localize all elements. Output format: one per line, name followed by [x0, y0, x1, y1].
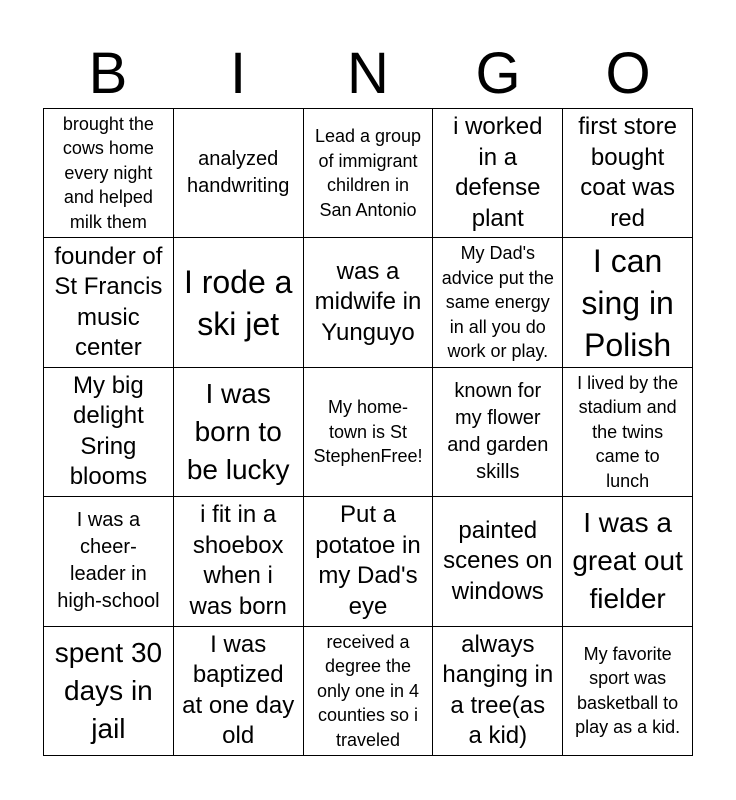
header-letter-b: B: [88, 41, 128, 106]
bingo-cell-r5-c1[interactable]: [44, 627, 174, 756]
bingo-cell-r5-c3[interactable]: [304, 627, 434, 756]
bingo-cell-r4-c3[interactable]: [304, 497, 434, 626]
cell-text: i worked in a defense plant: [453, 113, 543, 232]
bingo-cell-r1-c3[interactable]: [304, 109, 434, 238]
cell-text: My Dad's advice put the same energy in all you do work or play.: [441, 243, 554, 362]
bingo-cell-r3-c1[interactable]: [44, 368, 174, 497]
cell-text: spent 30 days in jail: [54, 636, 163, 744]
cell-text: was a midwife in Yunguyo: [314, 257, 422, 346]
bingo-cell-r5-c2[interactable]: [174, 627, 304, 756]
header-letter-g: G: [475, 41, 521, 106]
cell-text: i fit in a shoebox when i was born: [189, 501, 287, 620]
bingo-cell-r3-c3[interactable]: [304, 368, 434, 497]
bingo-header: [43, 40, 693, 108]
cell-text: My favorite sport was basketball to play as a kid.: [575, 643, 681, 738]
cell-text: I was baptized at one day old: [182, 630, 295, 750]
bingo-cell-r3-c5[interactable]: [563, 368, 693, 497]
header-letter-i: I: [229, 41, 247, 106]
bingo-cell-r1-c1[interactable]: [44, 109, 174, 238]
bingo-cell-r1-c2[interactable]: [174, 109, 304, 238]
bingo-cell-r4-c2[interactable]: [174, 497, 304, 626]
cell-text: I was born to be lucky: [186, 377, 290, 485]
cell-text: I rode a ski jet: [183, 263, 293, 342]
header-letter-n: N: [347, 41, 389, 106]
bingo-cell-r2-c1[interactable]: [44, 238, 174, 367]
bingo-cell-r1-c5[interactable]: [563, 109, 693, 238]
bingo-cell-r3-c2[interactable]: [174, 368, 304, 497]
cell-text: known for my flower and garden skills: [447, 379, 549, 483]
cell-text: I can sing in Polish: [581, 242, 674, 363]
cell-text: analyzed handwriting: [187, 148, 290, 198]
cell-text: I was a great out fielder: [572, 507, 683, 615]
bingo-cell-r5-c5[interactable]: [563, 627, 693, 756]
cell-text: Lead a group of immigrant children in San Antonio: [314, 126, 422, 220]
bingo-cell-r3-c4[interactable]: [433, 368, 563, 497]
bingo-cell-r2-c3[interactable]: [304, 238, 434, 367]
bingo-cell-r1-c4[interactable]: [433, 109, 563, 238]
cell-text: I was a cheer- leader in high-school: [57, 509, 160, 613]
cell-text: My home- town is St StephenFree!: [313, 397, 423, 467]
cell-text: received a degree the only one in 4 counties so i traveled: [316, 631, 420, 750]
bingo-cell-r2-c2[interactable]: [174, 238, 304, 367]
bingo-cell-r2-c4[interactable]: [433, 238, 563, 367]
cell-text: painted scenes on windows: [443, 516, 553, 605]
bingo-cell-r4-c4[interactable]: [433, 497, 563, 626]
cell-text: first store bought coat was red: [578, 113, 677, 232]
header-letter-o: O: [605, 41, 651, 106]
cell-text: I lived by the stadium and the twins came to lunch: [577, 372, 679, 491]
bingo-cell-r5-c4[interactable]: [433, 627, 563, 756]
bingo-cell-r4-c5[interactable]: [563, 497, 693, 626]
bingo-cell-r2-c5[interactable]: [563, 238, 693, 367]
cell-text: founder of St Francis music center: [54, 242, 163, 362]
bingo-board: [43, 108, 693, 756]
cell-text: brought the cows home every night and helped milk them: [62, 113, 154, 232]
cell-text: My big delight Sring blooms: [69, 371, 148, 491]
bingo-cell-r4-c1[interactable]: [44, 497, 174, 626]
cell-text: always hanging in a tree(as a kid): [442, 630, 554, 750]
cell-text: Put a potatoe in my Dad's eye: [315, 501, 421, 620]
